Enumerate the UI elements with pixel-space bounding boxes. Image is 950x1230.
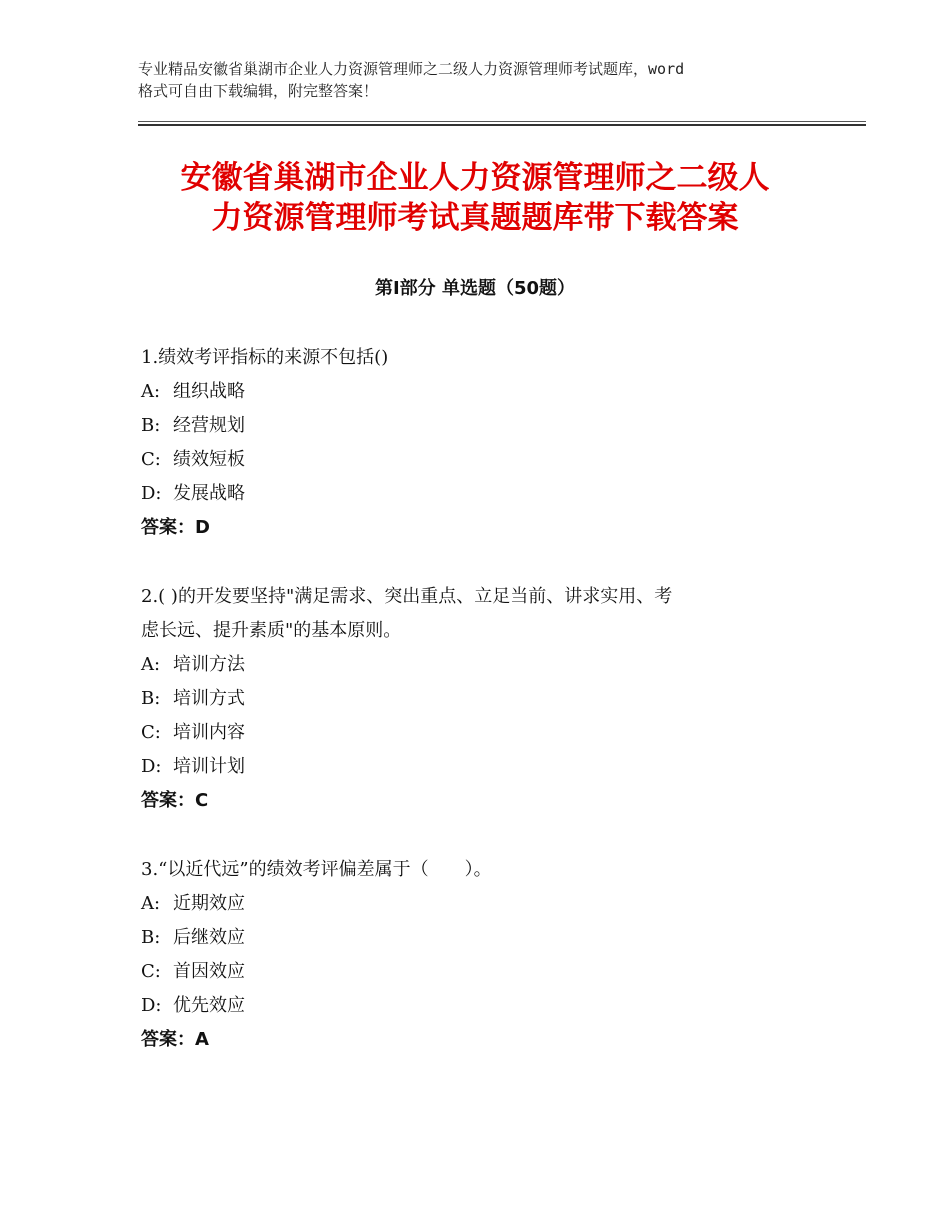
option-a [141,648,821,682]
header-divider [138,121,866,122]
option-letter: B: [141,927,161,948]
question-2 [141,580,821,818]
option-text: 优先效应 [173,995,245,1016]
option-letter: B: [141,415,161,436]
option-c [141,955,821,989]
option-letter: D: [141,483,162,504]
option-letter: C: [141,722,161,743]
option-c [141,716,821,750]
option-letter: A: [141,893,161,914]
option-letter: A: [141,381,161,402]
document-title-line: 安徽省巢湖市企业人力资源管理师之二级人 [180,160,770,196]
option-text: 近期效应 [173,893,245,914]
option-d [141,477,821,511]
option-letter: B: [141,688,161,709]
option-text: 发展战略 [173,483,245,504]
option-d [141,989,821,1023]
header-note [138,58,838,102]
option-text: 首因效应 [173,961,245,982]
question-1 [141,341,821,545]
question-3 [141,853,821,1057]
option-text: 培训计划 [173,756,245,777]
question-text-line: 3.“以近代远”的绩效考评偏差属于（ ）。 [141,859,492,880]
option-letter: D: [141,995,162,1016]
option-text: 经营规划 [173,415,245,436]
question-text-line: 1.绩效考评指标的来源不包括() [141,347,389,368]
option-a [141,375,821,409]
answer-label: 答案：C [141,790,209,811]
answer-label: 答案：A [141,1029,209,1050]
header-note-line: 专业精品安徽省巢湖市企业人力资源管理师之二级人力资源管理师考试题库，word [138,60,685,78]
document-title [100,158,850,238]
option-text: 绩效短板 [173,449,245,470]
answer-label: 答案：D [141,517,210,538]
section-title: 第Ⅰ部分 单选题（50题） [374,278,575,299]
question-text [141,853,821,887]
option-text: 培训方式 [173,688,245,709]
header-note-line: 格式可自由下载编辑，附完整答案！ [138,82,379,100]
option-text: 后继效应 [173,927,245,948]
option-b [141,409,821,443]
option-text: 培训内容 [173,722,245,743]
option-letter: A: [141,654,161,675]
option-text: 培训方法 [173,654,245,675]
document-title-line: 力资源管理师考试真题题库带下载答案 [211,200,739,236]
option-letter: C: [141,449,161,470]
option-c [141,443,821,477]
header-divider [138,124,866,126]
option-letter: C: [141,961,161,982]
question-text [141,580,821,648]
option-b [141,682,821,716]
option-b [141,921,821,955]
question-text-line: 2.( )的开发要坚持"满足需求、突出重点、立足当前、讲求实用、考 [141,586,673,607]
option-text: 组织战略 [173,381,245,402]
question-text [141,341,821,375]
option-d [141,750,821,784]
question-text-line: 虑长远、提升素质"的基本原则。 [141,620,402,641]
option-letter: D: [141,756,162,777]
option-a [141,887,821,921]
